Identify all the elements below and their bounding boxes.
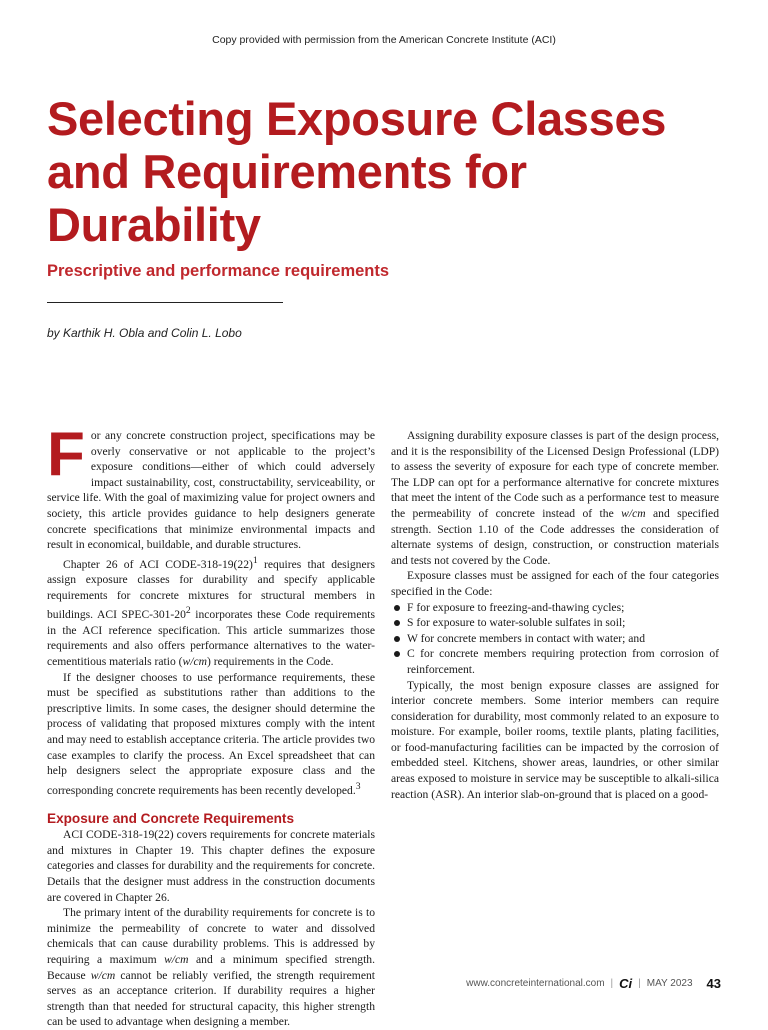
exposure-category-list (391, 600, 719, 678)
copy-permission-note: Copy provided with permission from the American Concrete Institute (ACI) (212, 34, 556, 46)
drop-cap: F (47, 420, 85, 489)
paragraph: Typically, the most benign exposure classes are assigned for interior concrete members. Some interior members can require consideration for durability, most commonly related to an exposure to moisture. For example, boiler rooms, textile plants, plating facilities, or food-manufacturing facilities can be impacted by the corrosion of embedded steel. Kitchens, shower areas, laundries, or other similar areas exposed to moisture in service may be susceptible to alkali-silica reaction (ASR). An interior slab-on-ground that is placed on a good- (391, 678, 719, 801)
page-footer (466, 976, 721, 991)
reference-1[interactable]: 1 (252, 554, 258, 566)
paragraph: The primary intent of the durability requirements for concrete is to minimize the permeability of concrete to water and dissolved chemicals that can cause durability problems. This is addressed by requiring a maximum w/cm and a minimum specified strength. Because w/cm cannot be reliably verified, the strength requirement serves as an acceptance criterion. If durability requires a higher strength than that needed for structural capacity, this higher strength can be used to advantage when designing a member. (47, 906, 375, 1029)
paragraph: If the designer chooses to use performance requirements, these must be specified as substitutions rather than additions to the prescriptive limits. In some cases, the designer should determine the process of validating that proposed mixtures comply with the intent and may need to establish acceptance criteria. The article provides two case examples to clarify the process. An Excel spreadsheet that can help designers select the appropriate exposure class and the corresponding concrete requirements has been recently developed.$^3$ (47, 670, 375, 797)
paragraph: ACI CODE-318-19(22) covers requirements for concrete materials and mixtures in Chapter 19. This chapter defines the exposure categories and classes for durability and the requirements for concrete. Details that the designer must address in the construction documents are covered in Chapter 26. (47, 828, 375, 904)
list-item: C for concrete members requiring protection from corrosion of reinforcement. (391, 646, 719, 677)
footer-separator: | (638, 978, 641, 989)
paragraph: Exposure classes must be assigned for each of the four categories specified in the Code: (391, 569, 719, 598)
footer-separator: | (610, 978, 614, 989)
page-number: 43 (706, 976, 721, 991)
reference-2[interactable]: 2 (185, 605, 191, 617)
paragraph: Chapter 26 of ACI CODE-$318-19(22)^1$ requires that designers assign exposure classes for durability and specify applicable requirements for concrete mixtures for structural members in buildings. ACI SPEC-$301-20^2$ incorporates these Code requirements in the ACI reference specification. This article summarizes those requirements and also offers performance alternatives to the water-cementitious materials ratio (w/cm) requirements in the Code. (47, 554, 375, 669)
body-column-right (391, 428, 719, 802)
article-subtitle: Prescriptive and performance requirements (47, 262, 390, 280)
ci-logo: Ci (619, 976, 633, 991)
paragraph: Assigning durability exposure classes is part of the design process, and it is the responsibility of the Licensed Design Professional (LDP) to assess the severity of exposure for each type of concrete member. The LDP can opt for a performance alternative for concrete mixtures that meet the intent of the Code such as a performance test to measure the permeability of concrete instead of the w/cm and specified strength. Section 1.10 of the Code addresses the consideration of alternate systems of design, construction, or construction materials and tests not covered by the Code. (391, 429, 719, 567)
title-divider (47, 302, 283, 303)
body-column-left (47, 420, 375, 1030)
list-item: F for exposure to freezing-and-thawing cycles; (391, 600, 719, 616)
issue-date: MAY 2023 (646, 978, 693, 989)
byline: by Karthik H. Obla and Colin L. Lobo (47, 326, 242, 340)
article-title: Selecting Exposure Classes and Requirements for Durability (47, 92, 667, 251)
reference-3[interactable]: 3 (355, 780, 361, 792)
list-item: W for concrete members in contact with water; and (391, 631, 719, 647)
website-link[interactable]: www.concreteinternational.com (466, 978, 605, 989)
list-item: S for exposure to water-soluble sulfates in soil; (391, 615, 719, 631)
section-heading: Exposure and Concrete Requirements (47, 811, 295, 827)
paragraph-intro: For any concrete construction project, specifications may be overly conservative or not applicable to the project’s exposure conditions—either of which could adversely impact sustainability, cost, constructability, serviceability, or service life. With the goal of maximizing value for project owners and society, this article provides guidance to help designers generate concrete specifications that minimize environmental impacts and result in economical, buildable, and durable structures. (47, 420, 375, 552)
